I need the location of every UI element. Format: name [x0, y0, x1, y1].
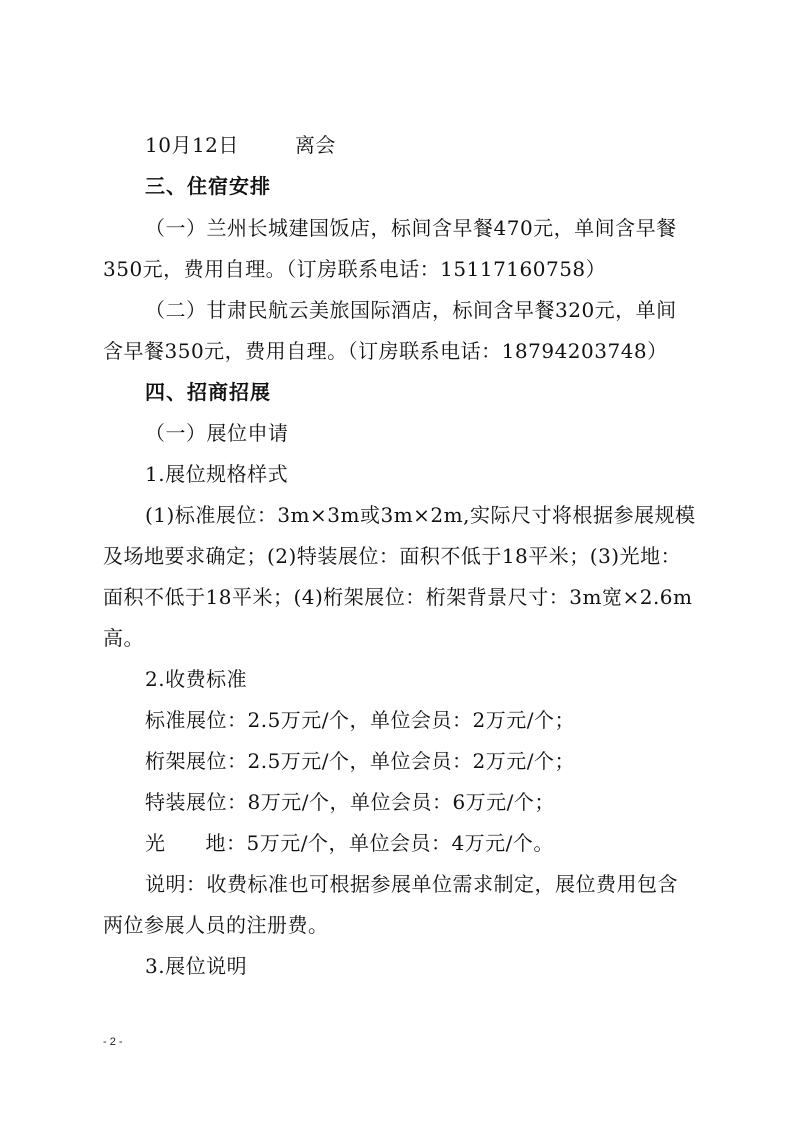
item-1-title: 1.展位规格样式: [145, 462, 289, 486]
fee-raw-space-label-b: 地：5万元/个，单位会员：4万元/个。: [205, 831, 554, 855]
item-3-title: 3.展位说明: [145, 954, 248, 978]
fee-note-line-2: 两位参展人员的注册费。: [103, 913, 329, 937]
hotel-2-line-2: 含早餐350元，费用自理。（订房联系电话：18794203748）: [103, 339, 668, 363]
fee-raw-space-label-a: 光: [145, 831, 166, 855]
booth-spec-line-4: 高。: [103, 626, 144, 650]
schedule-line: [145, 131, 705, 159]
hotel-1-line-2: 350元，费用自理。（订房联系电话：15117160758）: [103, 257, 607, 281]
booth-spec-line-3: 面积不低于18平米；(4)桁架展位：桁架背景尺寸：3m宽×2.6m: [103, 585, 693, 609]
hotel-1-line-1: （一）兰州长城建国饭店，标间含早餐470元，单间含早餐: [145, 216, 677, 240]
fee-raw-space: [145, 829, 705, 857]
fee-standard-booth: 标准展位：2.5万元/个，单位会员：2万元/个；: [145, 708, 576, 732]
fee-special-booth: 特装展位：8万元/个，单位会员：6万元/个；: [145, 790, 555, 814]
page-number: - 2 -: [103, 1036, 123, 1048]
subsection-booth-application: （一）展位申请: [145, 421, 289, 445]
booth-spec-line-2: 及场地要求确定；(2)特装展位：面积不低于18平米；(3)光地：: [103, 544, 682, 568]
hotel-2-line-1: （二）甘肃民航云美旅国际酒店，标间含早餐320元，单间: [145, 298, 677, 322]
schedule-date: 10月12日: [145, 133, 239, 157]
schedule-event: 离会: [294, 133, 336, 157]
section-3-heading: 三、住宿安排: [145, 174, 271, 198]
section-4-heading: 四、招商招展: [145, 380, 271, 404]
fee-truss-booth: 桁架展位：2.5万元/个，单位会员：2万元/个；: [145, 749, 576, 773]
booth-spec-line-1: (1)标准展位：3m×3m或3m×2m,实际尺寸将根据参展规模: [145, 503, 696, 527]
fee-note-line-1: 说明：收费标准也可根据参展单位需求制定，展位费用包含: [145, 872, 678, 896]
item-2-title: 2.收费标准: [145, 667, 248, 691]
